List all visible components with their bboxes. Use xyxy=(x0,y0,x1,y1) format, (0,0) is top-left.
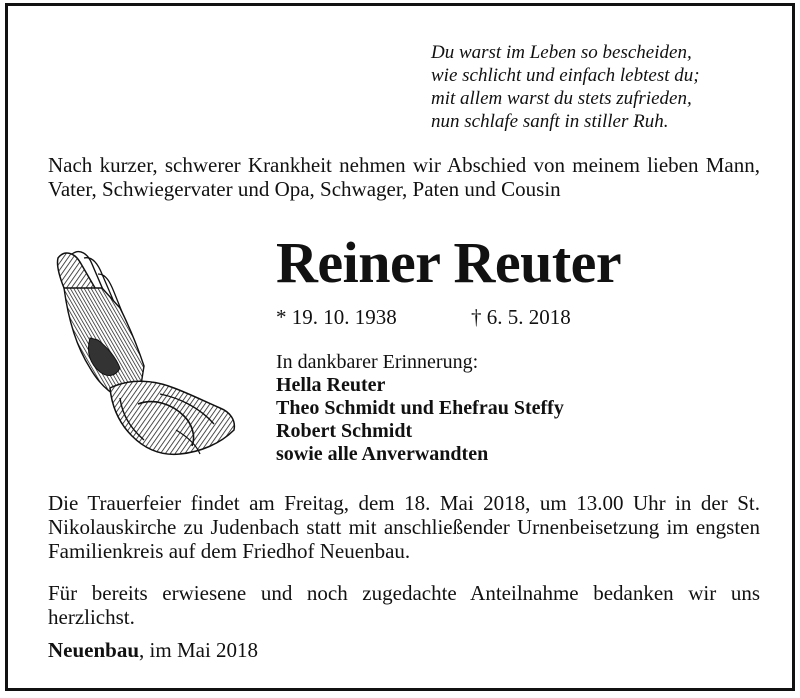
place-town: Neuenbau xyxy=(48,638,140,662)
place-date-text: , im Mai 2018 xyxy=(139,638,259,662)
life-dates xyxy=(276,305,571,329)
obituary-notice xyxy=(5,3,795,691)
poem-line: Du warst im Leben so bescheiden, xyxy=(431,42,692,63)
poem-line: nun schlafe sanft in stiller Ruh. xyxy=(431,111,669,132)
mourner-name: sowie alle Anverwandten xyxy=(276,443,489,465)
place-date xyxy=(48,638,258,662)
death-date: † 6. 5. 2018 xyxy=(471,305,571,329)
thanks-text: Für bereits erwiesene und noch zugedachte Anteilnahme bedanken wir uns herzlichst. xyxy=(48,581,760,629)
poem-line: mit allem warst du stets zufrieden, xyxy=(431,88,692,109)
intro-text: Nach kurzer, schwerer Krankheit nehmen wir Abschied von meinem lieben Mann, Vater, Schwiegervater und Opa, Schwager, Paten und Cousin xyxy=(48,153,760,201)
deceased-name: Reiner Reuter xyxy=(276,230,622,295)
mourner-name: Robert Schmidt xyxy=(276,420,413,442)
birth-date: * 19. 10. 1938 xyxy=(276,305,397,329)
mourners-block xyxy=(276,351,564,466)
praying-hands-icon xyxy=(50,248,240,463)
memorial-poem xyxy=(431,41,776,133)
mourner-name: Theo Schmidt und Ehefrau Steffy xyxy=(276,397,564,419)
service-details: Die Trauerfeier findet am Freitag, dem 18. Mai 2018, um 13.00 Uhr in der St. Nikolauskirche zu Judenbach statt mit anschließender Urnenbeisetzung im engsten Familienkreis auf dem Friedhof Neuenbau. xyxy=(48,491,760,563)
mourners-label: In dankbarer Erinnerung: xyxy=(276,351,479,373)
mourner-name: Hella Reuter xyxy=(276,374,386,396)
poem-line: wie schlicht und einfach lebtest du; xyxy=(431,65,700,86)
